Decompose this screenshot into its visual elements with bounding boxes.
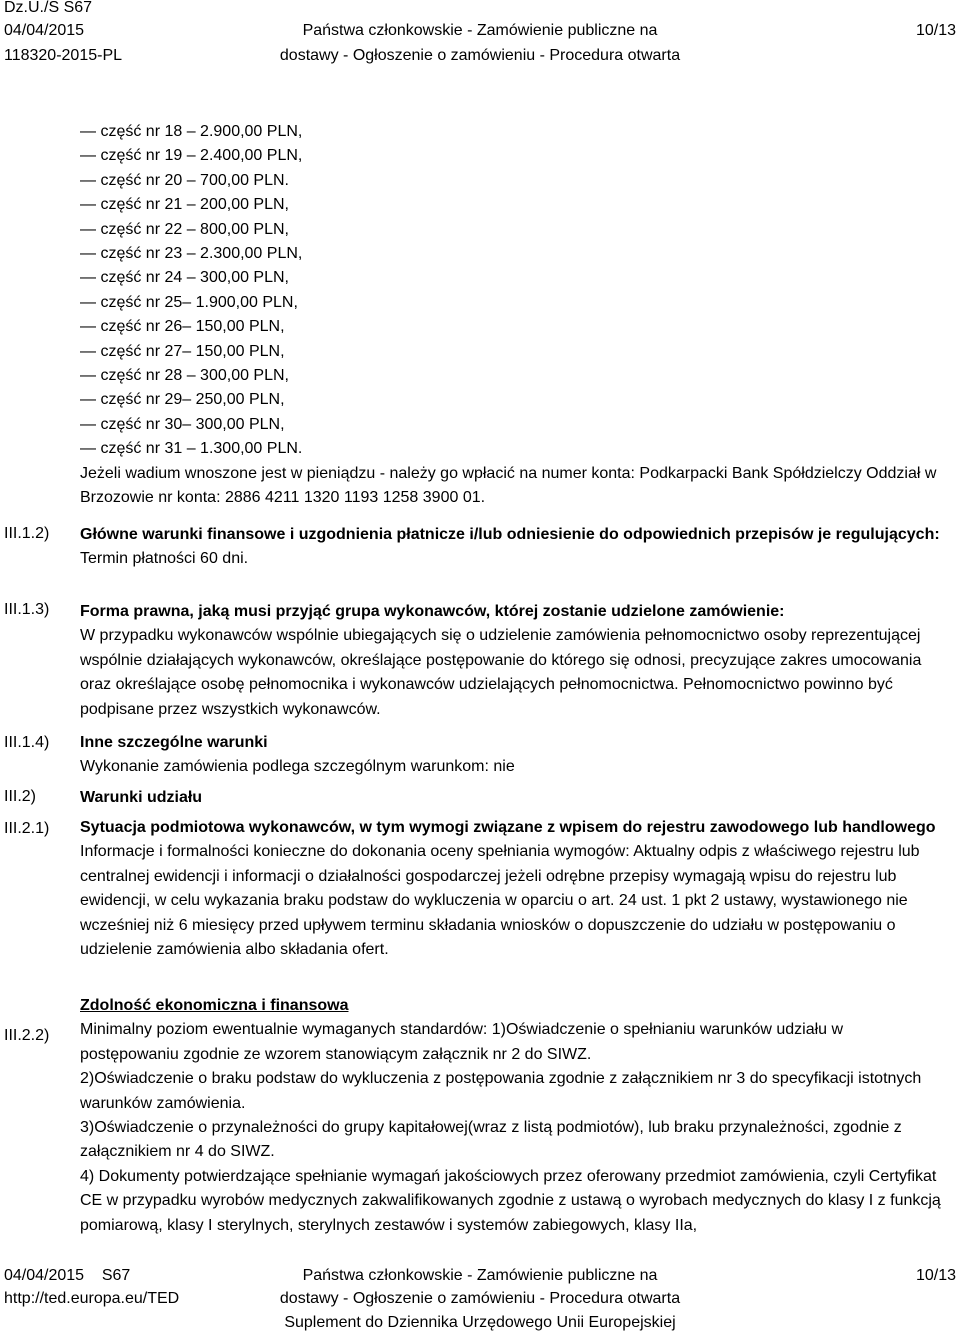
page-header bbox=[4, 0, 956, 68]
section-text: Termin płatności 60 dni. bbox=[80, 550, 249, 568]
section-paragraph: 4) Dokumenty potwierdzające spełnianie wymagań jakościowych przez oferowany przedmiot zamówienia, czyli Certyfikat CE w przypadku wyrobów medycznych zakwalifikowanych zgodnie z ustawą o wyrobach medycznych do klasy I z funkcją pomiarową, klasy I sterylnych, sterylnych zestawów i systemów zabiegowych, klasy IIa, bbox=[80, 1167, 941, 1234]
section-paragraph: 3)Oświadczenie o przynależności do grupy kapitałowej(wraz z listą podmiotów), lub braku przynależności, zgodnie z załącznikiem nr 4 do SIWZ. bbox=[80, 1119, 902, 1161]
list-item: — część nr 26– 150,00 PLN, bbox=[80, 318, 285, 336]
list-item: — część nr 18 – 2.900,00 PLN, bbox=[80, 123, 303, 140]
wadium-note: Jeżeli wadium wnoszone jest w pieniądzu - należy go wpłacić na numer konta: Podkarpacki Bank Spółdzielczy Oddział w Brzozowie nr konta: 2886 4211 1320 1193 1258 3900 01. bbox=[80, 464, 937, 507]
section-heading: Sytuacja podmiotowa wykonawców, w tym wymogi związane z wpisem do rejestru zawodowego lub handlowego bbox=[80, 819, 936, 836]
list-item: — część nr 30– 300,00 PLN, bbox=[80, 415, 285, 433]
footer-page-number: 10/13 bbox=[915, 1267, 956, 1284]
list-item: — część nr 23 – 2.300,00 PLN, bbox=[80, 245, 303, 263]
header-date: 04/04/2015 bbox=[4, 22, 85, 39]
list-item: — część nr 21 – 200,00 PLN, bbox=[80, 196, 289, 214]
section-number: III.1.4) bbox=[4, 734, 50, 751]
footer-series: S67 bbox=[101, 1267, 131, 1284]
section-paragraph: Minimalny poziom ewentualnie wymaganych standardów: 1)Oświadczenie o spełnianiu warunków udziału w postępowaniu zgodnie ze wzorem stanowiącym załącznik nr 2 do SIWZ. bbox=[80, 1021, 844, 1063]
footer-date: 04/04/2015 bbox=[4, 1267, 85, 1284]
section-heading: Główne warunki finansowe i uzgodnienia płatnicze i/lub odniesienie do odpowiednich przepisów je regulujących: bbox=[80, 526, 940, 543]
section-number: III.2.2) bbox=[4, 1027, 50, 1044]
section-text: W przypadku wykonawców wspólnie ubiegających się o udzielenie zamówienia pełnomocnictwo osoby reprezentującej wspólnie działających wykonawców, określające postępowanie do którego się odnosi, precyzujące zakres umocowania oraz określające osobę pełnomocnika i wykonawców udzielających pełnomocnictwa. Pełnomocnictwo powinno być podpisane przez wszystkich wykonawców. bbox=[80, 627, 922, 718]
page-footer bbox=[4, 1265, 956, 1335]
list-item: — część nr 20 – 700,00 PLN. bbox=[80, 171, 289, 189]
section-heading: Inne szczególne warunki bbox=[80, 734, 268, 751]
section-III-1-4 bbox=[80, 731, 946, 780]
section-text: Wykonanie zamówienia podlega szczególnym warunkom: nie bbox=[80, 758, 515, 776]
section-III-2-2 bbox=[80, 994, 946, 1238]
header-series: Dz.U./S S67 bbox=[4, 0, 93, 16]
section-number: III.2) bbox=[4, 788, 37, 805]
section-text: Informacje i formalności konieczne do dokonania oceny spełniania wymogów: Aktualny odpis z właściwego rejestru lub centralnej ewidencji i informacji o działalności gospodarczej jeżeli odrębne przepisy wymagają wpisu do rejestru lub ewidencji, w celu wykazania braku podstaw do wykluczenia w oparciu o art. 24 ust. 1 pkt 2 ustawy, wystawionego nie wcześniej niż 6 miesięcy przed upływem terminu składania wniosków o dopuszczenie do udziału w postępowaniu o udzielenie zamówienia albo składania ofert. bbox=[80, 843, 920, 959]
list-item: — część nr 22 – 800,00 PLN, bbox=[80, 220, 289, 238]
footer-url[interactable]: http://ted.europa.eu/TED bbox=[4, 1290, 180, 1307]
list-item: — część nr 24 – 300,00 PLN, bbox=[80, 269, 289, 287]
section-heading: Warunki udziału bbox=[80, 789, 203, 806]
section-III-1-2 bbox=[80, 523, 946, 572]
section-heading: Forma prawna, jaką musi przyjąć grupa wykonawców, której zostanie udzielone zamówienie: bbox=[80, 603, 785, 620]
footer-title-line1: Państwa członkowskie - Zamówienie publiczne na bbox=[302, 1267, 658, 1284]
list-item: — część nr 31 – 1.300,00 PLN. bbox=[80, 440, 303, 458]
section-III-1-3 bbox=[80, 600, 946, 722]
section-III-2 bbox=[80, 786, 946, 810]
section-number: III.1.2) bbox=[4, 525, 50, 542]
section-number: III.1.3) bbox=[4, 601, 50, 618]
list-item: — część nr 28 – 300,00 PLN, bbox=[80, 367, 289, 385]
section-number: III.2.1) bbox=[4, 820, 50, 837]
list-item: — część nr 25– 1.900,00 PLN, bbox=[80, 293, 298, 311]
footer-title-line3: Suplement do Dziennika Urzędowego Unii Europejskiej bbox=[284, 1314, 676, 1331]
list-item: — część nr 19 – 2.400,00 PLN, bbox=[80, 147, 303, 165]
list-item: — część nr 29– 250,00 PLN, bbox=[80, 391, 285, 409]
footer-title-line2: dostawy - Ogłoszenie o zamówieniu - Procedura otwarta bbox=[279, 1290, 681, 1307]
header-doc-id: 118320-2015-PL bbox=[4, 47, 123, 64]
section-heading: Zdolność ekonomiczna i finansowa bbox=[80, 997, 349, 1014]
section-III-2-1 bbox=[80, 816, 946, 962]
section-paragraph: 2)Oświadczenie o braku podstaw do wykluczenia z postępowania zgodnie z załącznikiem nr 3 do specyfikacji istotnych warunków zamówienia. bbox=[80, 1070, 922, 1112]
header-title-line1: Państwa członkowskie - Zamówienie publiczne na bbox=[302, 22, 658, 39]
list-item: — część nr 27– 150,00 PLN, bbox=[80, 342, 285, 360]
header-title-line2: dostawy - Ogłoszenie o zamówieniu - Procedura otwarta bbox=[279, 47, 681, 64]
parts-list bbox=[80, 120, 946, 511]
header-page-number: 10/13 bbox=[915, 22, 956, 39]
